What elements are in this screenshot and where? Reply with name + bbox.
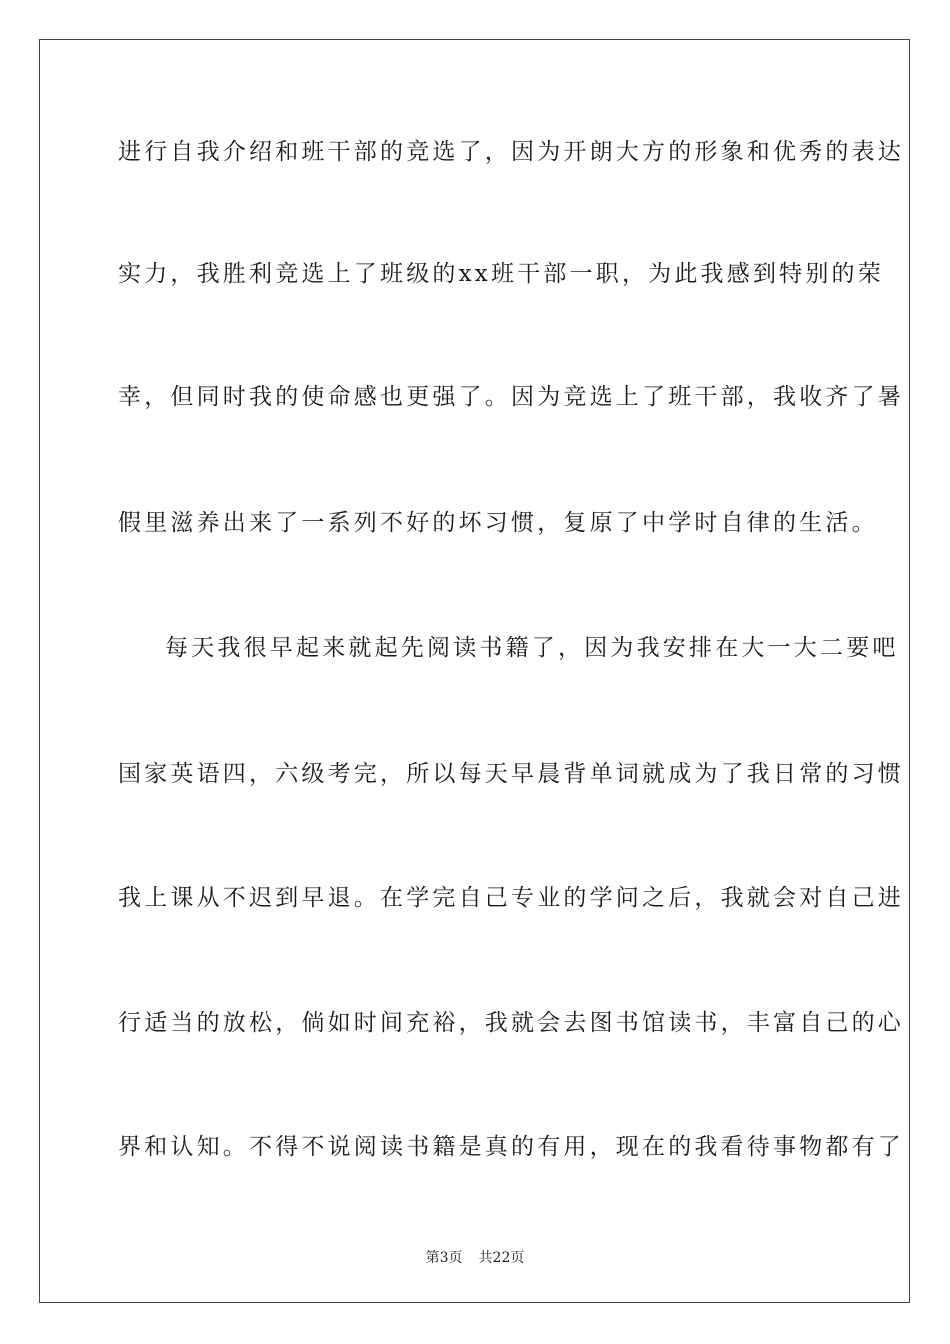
page-total: 共22页 bbox=[478, 1250, 525, 1266]
body-text-line-9: 界和认知。不得不说阅读书籍是真的有用，现在的我看待事物都有了 bbox=[118, 1134, 904, 1160]
page-border bbox=[39, 39, 910, 1303]
body-text-line-3: 幸，但同时我的使命感也更强了。因为竞选上了班干部，我收齐了暑 bbox=[118, 384, 904, 410]
body-text-line-1: 进行自我介绍和班干部的竞选了，因为开朗大方的形象和优秀的表达 bbox=[118, 139, 904, 165]
body-text-line-7: 我上课从不迟到早退。在学完自己专业的学问之后，我就会对自己进 bbox=[118, 885, 904, 911]
body-text-line-2: 实力，我胜利竞选上了班级的xx班干部一职，为此我感到特别的荣 bbox=[118, 261, 884, 287]
body-text-line-4: 假里滋养出来了一系列不好的坏习惯，复原了中学时自律的生活。 bbox=[118, 510, 878, 536]
page-footer bbox=[0, 1248, 950, 1268]
page-number: 第3页 bbox=[425, 1250, 463, 1266]
body-text-line-8: 行适当的放松，倘如时间充裕，我就会去图书馆读书，丰富自己的心 bbox=[118, 1010, 904, 1036]
body-text-line-5-paragraph-start: 每天我很早起来就起先阅读书籍了，因为我安排在大一大二要吧 bbox=[165, 635, 899, 661]
body-text-line-6: 国家英语四，六级考完，所以每天早晨背单词就成为了我日常的习惯 bbox=[118, 761, 904, 787]
